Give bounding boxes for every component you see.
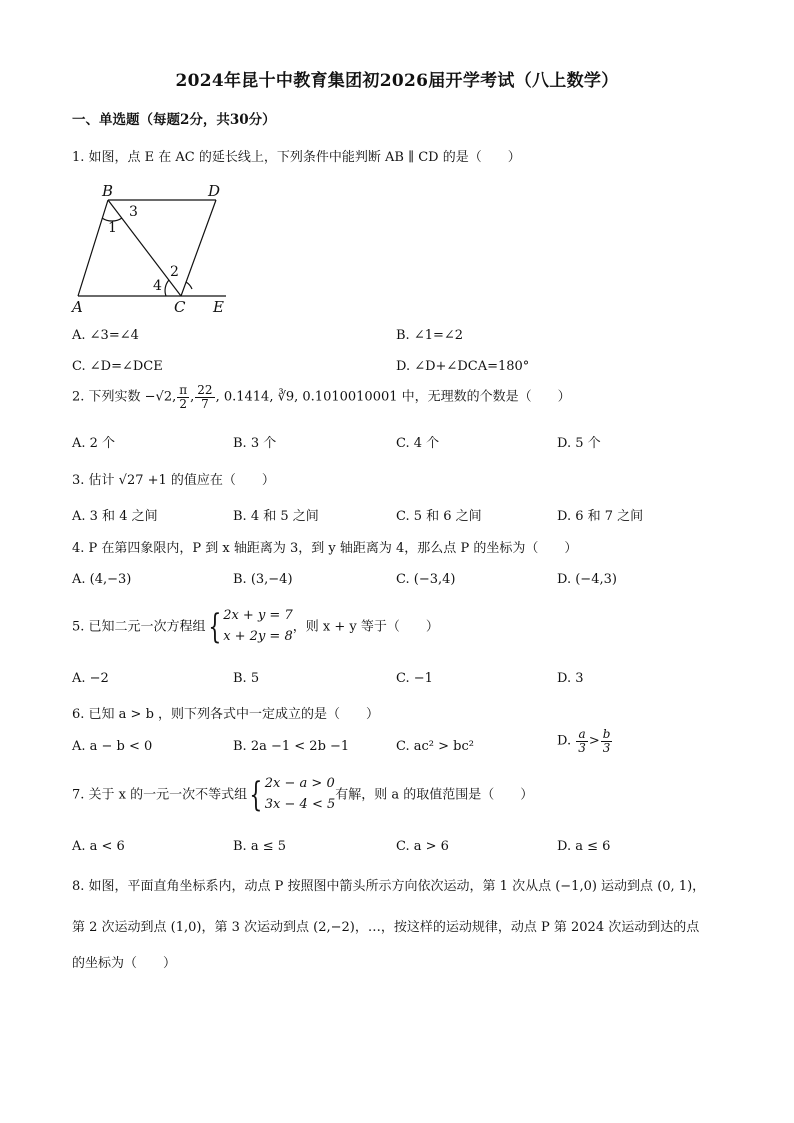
label-a: A [72,298,83,316]
fraction-22-over-7: $\frac{22}{7}$ [197,383,213,411]
question-7-stem [72,774,533,816]
fraction-a-over-3: $\frac{a}{3}$ [578,727,586,755]
inequality-system [265,774,335,816]
angle-label-4: 4 [153,278,162,294]
question-1-option-d[interactable]: D. ∠D+∠DCA=180° [396,359,530,374]
equation-system [223,606,293,648]
question-8-line-3: 的坐标为（ ） [72,956,177,971]
question-5-stem [72,606,439,648]
segment-ba [78,200,108,296]
question-8-line-1: 8. 如图，平面直角坐标系内，动点 P 按照图中箭头所示方向依次运动，第 1 次从点 (−1,0) 运动到点 (0, 1)， [72,879,706,894]
angle-arc-c-left [165,280,169,296]
question-1-figure [66,178,246,318]
question-1-option-a[interactable]: A. ∠3=∠4 [72,328,139,343]
question-6-stem: 6. 已知 a > b ，则下列各式中一定成立的是（ ） [72,707,380,722]
label-b: B [102,182,114,200]
question-5-option-a[interactable]: A. −2 [72,671,109,686]
question-6-option-d[interactable]: D. $\frac{a}{3}$ > $\frac{b}{3}$ [557,727,611,755]
inequality-2: 3x − 4 < 5 [264,796,336,812]
question-4-option-a[interactable]: A. (4,−3) [72,572,132,587]
question-3-option-c[interactable]: C. 5 和 6 之间 [396,509,482,524]
question-6-option-c[interactable]: C. ac² > bc² [396,739,474,754]
angle-label-2: 2 [170,264,179,280]
question-2-option-b[interactable]: B. 3 个 [233,436,277,451]
equation-1: 2x + y = 7 [223,608,293,623]
question-4-option-d[interactable]: D. (−4,3) [557,572,617,587]
question-7-option-b[interactable]: B. a ≤ 5 [233,839,286,854]
question-7-option-d[interactable]: D. a ≤ 6 [557,839,611,854]
angle-label-1: 1 [108,220,117,236]
question-3-option-a[interactable]: A. 3 和 4 之间 [72,509,158,524]
inequality-brace: { [249,774,263,815]
question-4-option-b[interactable]: B. (3,−4) [233,572,293,587]
question-2-stem-post: , 0.1414, ∛9, 0.1010010001 中，无理数的个数是（ ） [215,389,571,405]
label-e: E [213,298,224,316]
label-c: C [174,298,186,316]
question-3-stem: 3. 估计 √27 +1 的值应在（ ） [72,473,275,488]
question-2-option-d[interactable]: D. 5 个 [557,436,601,451]
question-3-option-b[interactable]: B. 4 和 5 之间 [233,509,319,524]
question-4-option-c[interactable]: C. (−3,4) [396,572,456,587]
equation-2: x + 2y = 8 [223,628,293,644]
question-5-option-d[interactable]: D. 3 [557,671,584,686]
fraction-pi-over-2: $\frac{\pi}{2}$ [179,383,188,411]
question-1-stem: 1. 如图，点 E 在 AC 的延长线上，下列条件中能判断 AB ∥ CD 的是（ ） [72,150,521,165]
question-7-option-c[interactable]: C. a > 6 [396,839,449,854]
question-1-option-b[interactable]: B. ∠1=∠2 [396,328,464,343]
question-7-stem-post: 有解，则 a 的取值范围是（ ） [335,787,534,803]
angle-arc-c-right [186,282,192,289]
question-8-line-2: 第 2 次运动到点 (1,0)，第 3 次运动到点 (2,−2)，…，按这样的运动规律，动点 P 第 2024 次运动到达的点 [72,920,700,935]
label-d: D [208,182,221,200]
question-3-option-d[interactable]: D. 6 和 7 之间 [557,509,644,524]
question-4-stem: 4. P 在第四象限内，P 到 x 轴距离为 3，到 y 轴距离为 4，那么点 P 的坐标为（ ） [72,541,578,556]
question-5-stem-pre: 5. 已知二元一次方程组 [72,619,206,635]
question-5-option-c[interactable]: C. −1 [396,671,433,686]
question-5-option-b[interactable]: B. 5 [233,671,260,686]
question-7-stem-pre: 7. 关于 x 的一元一次不等式组 [72,787,248,803]
fraction-b-over-3: $\frac{b}{3}$ [602,727,611,755]
question-2-stem-pre: 2. 下列实数 −√2, [72,389,177,405]
question-1-option-c[interactable]: C. ∠D=∠DCE [72,359,163,374]
question-6-option-a[interactable]: A. a − b < 0 [72,739,153,754]
question-2-option-a[interactable]: A. 2 个 [72,436,116,451]
question-2-option-c[interactable]: C. 4 个 [396,436,440,451]
system-brace: { [207,606,221,647]
segment-bc [108,200,181,296]
inequality-1: 2x − a > 0 [264,776,335,791]
page-title: 2024年昆十中教育集团初2026届开学考试（八上数学） [175,71,619,91]
section-heading: 一、单选题（每题2分，共30分） [72,112,276,128]
question-6-option-b[interactable]: B. 2a −1 < 2b −1 [233,739,350,754]
question-7-option-a[interactable]: A. a < 6 [72,839,125,854]
question-2-stem: 2. 下列实数 −√2, $\frac{\pi}{2}$ , $\frac{22}{7}$ , 0.1414, ∛9, 0.1010010001 中，无理数的个数是（ ） [72,383,571,411]
angle-label-3: 3 [129,204,138,220]
question-5-stem-post: ，则 x + y 等于（ ） [292,619,439,635]
